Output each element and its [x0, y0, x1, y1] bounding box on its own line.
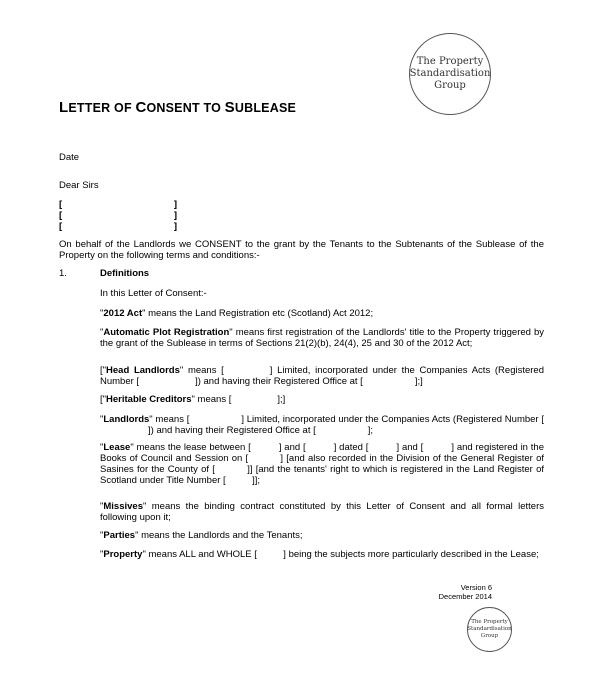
- address-line-2: [ ]: [59, 210, 177, 221]
- section-number: 1.: [59, 268, 67, 279]
- definition-automatic-plot-registration: "Automatic Plot Registration" means first registration of the Landlords' title to the Property triggered by the grant of the Sublease in terms of Sections 21(2)(b), 24(4), 25 and 30 of the 2012 Act;: [100, 327, 545, 349]
- definition-head-landlords: ["Head Landlords" means [ ] Limited, incorporated under the Companies Acts (Registered Number [ ]) and having their Registered Office at [ ];]: [100, 365, 544, 387]
- logo-small-line-3: Group: [480, 633, 499, 639]
- salutation: Dear Sirs: [59, 180, 99, 191]
- logo-line-2: Standardisation: [409, 68, 491, 79]
- date-label: Date: [59, 152, 80, 163]
- psg-logo: [409, 33, 491, 115]
- logo-small-line-2: Standardisation: [467, 626, 512, 632]
- address-line-3: [ ]: [59, 221, 177, 232]
- document-title: LETTER OF CONSENT TO SUBLEASE: [59, 99, 297, 116]
- definition-2012-act: "2012 Act" means the Land Registration etc (Scotland) Act 2012;: [100, 308, 374, 319]
- definitions-intro: In this Letter of Consent:-: [100, 288, 207, 299]
- address-line-1: [ ]: [59, 199, 177, 210]
- definition-parties: "Parties" means the Landlords and the Tenants;: [100, 530, 303, 541]
- logo-line-1: The Property: [416, 56, 484, 67]
- definition-heritable-creditors: ["Heritable Creditors" means [ ];]: [100, 394, 286, 405]
- section-heading: Definitions: [100, 268, 150, 279]
- logo-line-3: Group: [434, 80, 466, 91]
- definition-missives: "Missives" means the binding contract constituted by this Letter of Consent and all formal letters following upon it;: [100, 501, 544, 523]
- logo-small-line-1: The Property: [471, 619, 508, 625]
- psg-logo-small: [467, 607, 512, 652]
- definition-property: "Property" means ALL and WHOLE [ ] being the subjects more particularly described in the Lease;: [100, 549, 539, 560]
- definition-landlords: "Landlords" means [ ] Limited, incorporated under the Companies Acts (Registered Number []) and having their Registered Office at [ ];: [100, 414, 544, 436]
- definition-lease: "Lease" means the lease between [ ] and [ ] dated [ ] and [ ] and registered in the Books of Council and Session on [ ] [and also recorded in the Division of the General Register of Sasines for the County of [ ]] [and the tenants' right to which is registered in the Land Register of Scotland under Title Number [ ]];: [100, 442, 547, 486]
- intro-paragraph: On behalf of the Landlords we CONSENT to the grant by the Tenants to the Subtenants of the Sublease of the Property on the following terms and conditions:-: [59, 239, 544, 261]
- version-date: December 2014: [438, 592, 492, 601]
- version-label: Version 6: [460, 583, 492, 592]
